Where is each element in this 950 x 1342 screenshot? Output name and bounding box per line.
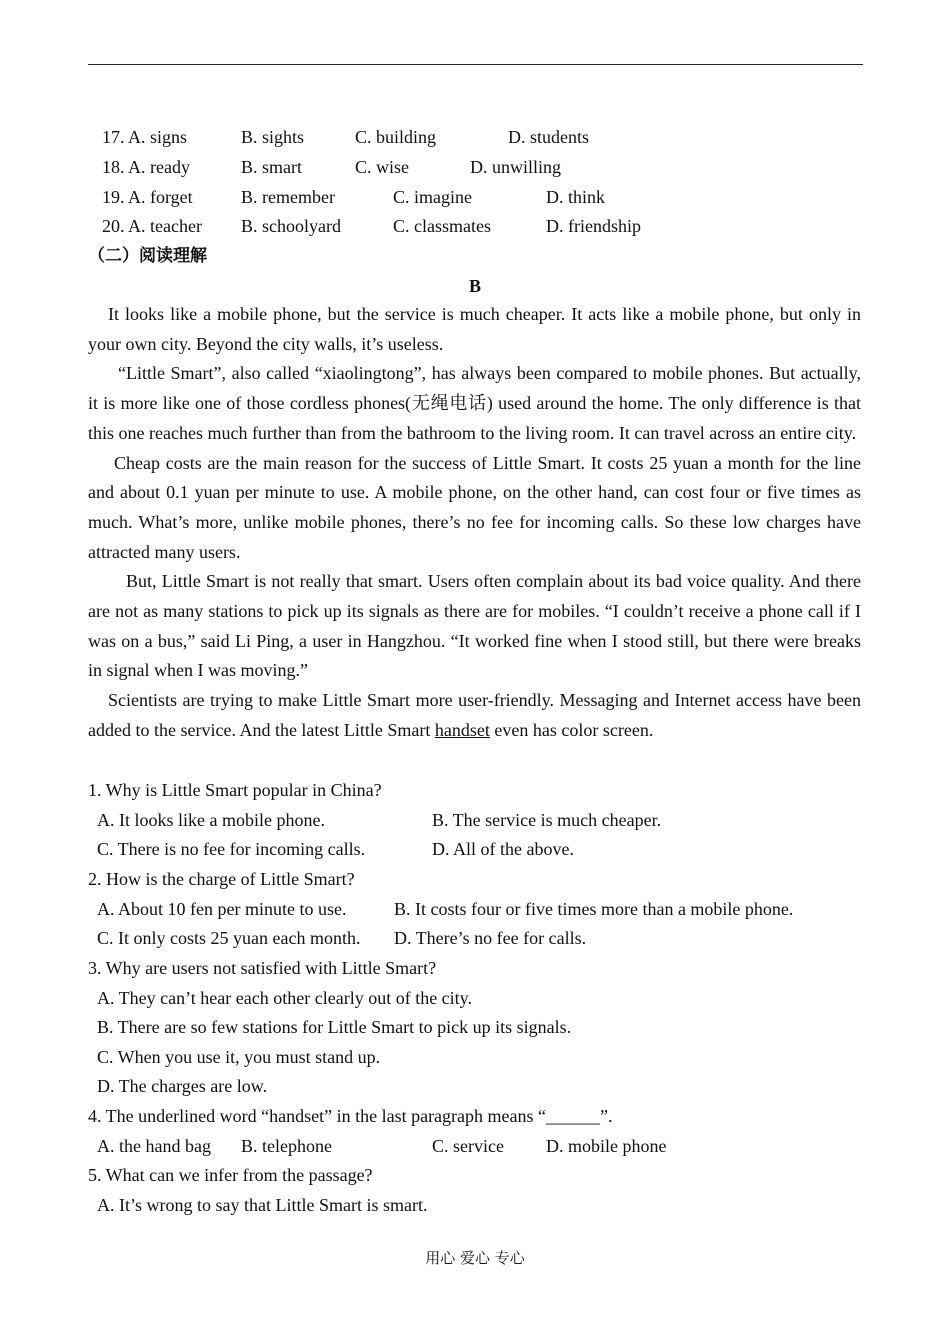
cloze-18-c: C. wise: [355, 157, 409, 177]
underlined-word-handset: handset: [434, 719, 490, 740]
cloze-19-b: B. remember: [241, 187, 335, 207]
question-2-option-d: D. There’s no fee for calls.: [394, 928, 587, 948]
passage-p5-start: Scientists are trying to make Little Smart more user-friendly. Messaging and Internet access have been added to the service. And the latest Little Smart: [88, 690, 861, 740]
cloze-17-d: D. students: [508, 127, 589, 147]
question-2-option-b: B. It costs four or five times more than a mobile phone.: [394, 899, 794, 919]
passage-label: B: [468, 276, 481, 296]
passage-paragraph-3: Cheap costs are the main reason for the success of Little Smart. It costs 25 yuan a month for the line and about 0.1 yuan per minute to use. A mobile phone, on the other hand, can cost four or five times as much. What’s more, unlike mobile phones, there’s no fee for incoming calls. So these low charges have attracted many users.: [88, 452, 861, 562]
question-3: 3. Why are users not satisfied with Little Smart?: [88, 958, 437, 978]
cloze-19-c: C. imagine: [393, 187, 472, 207]
passage-paragraph-5: [88, 686, 861, 745]
question-3-option-b: B. There are so few stations for Little Smart to pick up its signals.: [97, 1017, 572, 1037]
question-1: 1. Why is Little Smart popular in China?: [88, 780, 382, 800]
question-4-option-b: B. telephone: [241, 1136, 332, 1156]
passage-paragraph-2: “Little Smart”, also called “xiaolingtong”, has always been compared to mobile phones. But actually, it is more like one of those cordless phones(无绳电话) used around the home. The only difference is that this one reaches much further than from the bathroom to the living room. It can travel across an entire city.: [88, 363, 861, 443]
cloze-19-a: 19. A. forget: [102, 187, 193, 207]
question-1-option-a: A. It looks like a mobile phone.: [97, 810, 325, 830]
question-5-option-a: A. It’s wrong to say that Little Smart is smart.: [97, 1195, 428, 1215]
cloze-17-c: C. building: [355, 127, 437, 147]
cloze-19-d: D. think: [546, 187, 606, 207]
passage-paragraph-4: But, Little Smart is not really that smart. Users often complain about its bad voice quality. And there are not as many stations to pick up its signals as there are for mobiles. “I couldn’t receive a phone call if I was on a bus,” said Li Ping, a user in Hangzhou. “It worked fine when I stood still, but there were breaks in signal when I was moving.”: [88, 571, 861, 681]
cloze-20-b: B. schoolyard: [241, 216, 341, 236]
cloze-20-a: 20. A. teacher: [102, 216, 202, 236]
question-3-option-c: C. When you use it, you must stand up.: [97, 1047, 381, 1067]
cloze-20-c: C. classmates: [393, 216, 491, 236]
question-2: 2. How is the charge of Little Smart?: [88, 869, 355, 889]
question-2-option-c: C. It only costs 25 yuan each month.: [97, 928, 361, 948]
page-footer: 用心 爱心 专心: [425, 1249, 525, 1267]
cloze-18-d: D. unwilling: [470, 157, 562, 177]
question-4-option-c: C. service: [432, 1136, 504, 1156]
cloze-18-b: B. smart: [241, 157, 302, 177]
cloze-17-a: 17. A. signs: [102, 127, 188, 147]
question-3-option-a: A. They can’t hear each other clearly out of the city.: [97, 988, 473, 1008]
cloze-18-a: 18. A. ready: [102, 157, 190, 177]
passage: [88, 300, 861, 746]
question-4: 4. The underlined word “handset” in the last paragraph means “______”.: [88, 1106, 613, 1126]
cloze-20-d: D. friendship: [546, 216, 641, 236]
question-1-option-c: C. There is no fee for incoming calls.: [97, 839, 366, 859]
question-5: 5. What can we infer from the passage?: [88, 1165, 373, 1185]
passage-p5-end: even has color screen.: [489, 719, 654, 740]
header-rule: [88, 64, 863, 65]
passage-paragraph-1: It looks like a mobile phone, but the service is much cheaper. It acts like a mobile phone, but only in your own city. Beyond the city walls, it’s useless.: [88, 304, 861, 354]
question-4-option-d: D. mobile phone: [546, 1136, 667, 1156]
question-1-option-d: D. All of the above.: [432, 839, 574, 859]
section-heading: （二）阅读理解: [88, 246, 207, 266]
question-1-option-b: B. The service is much cheaper.: [432, 810, 662, 830]
question-4-option-a: A. the hand bag: [97, 1136, 211, 1156]
cloze-17-b: B. sights: [241, 127, 305, 147]
question-3-option-d: D. The charges are low.: [97, 1076, 268, 1096]
question-2-option-a: A. About 10 fen per minute to use.: [97, 899, 347, 919]
